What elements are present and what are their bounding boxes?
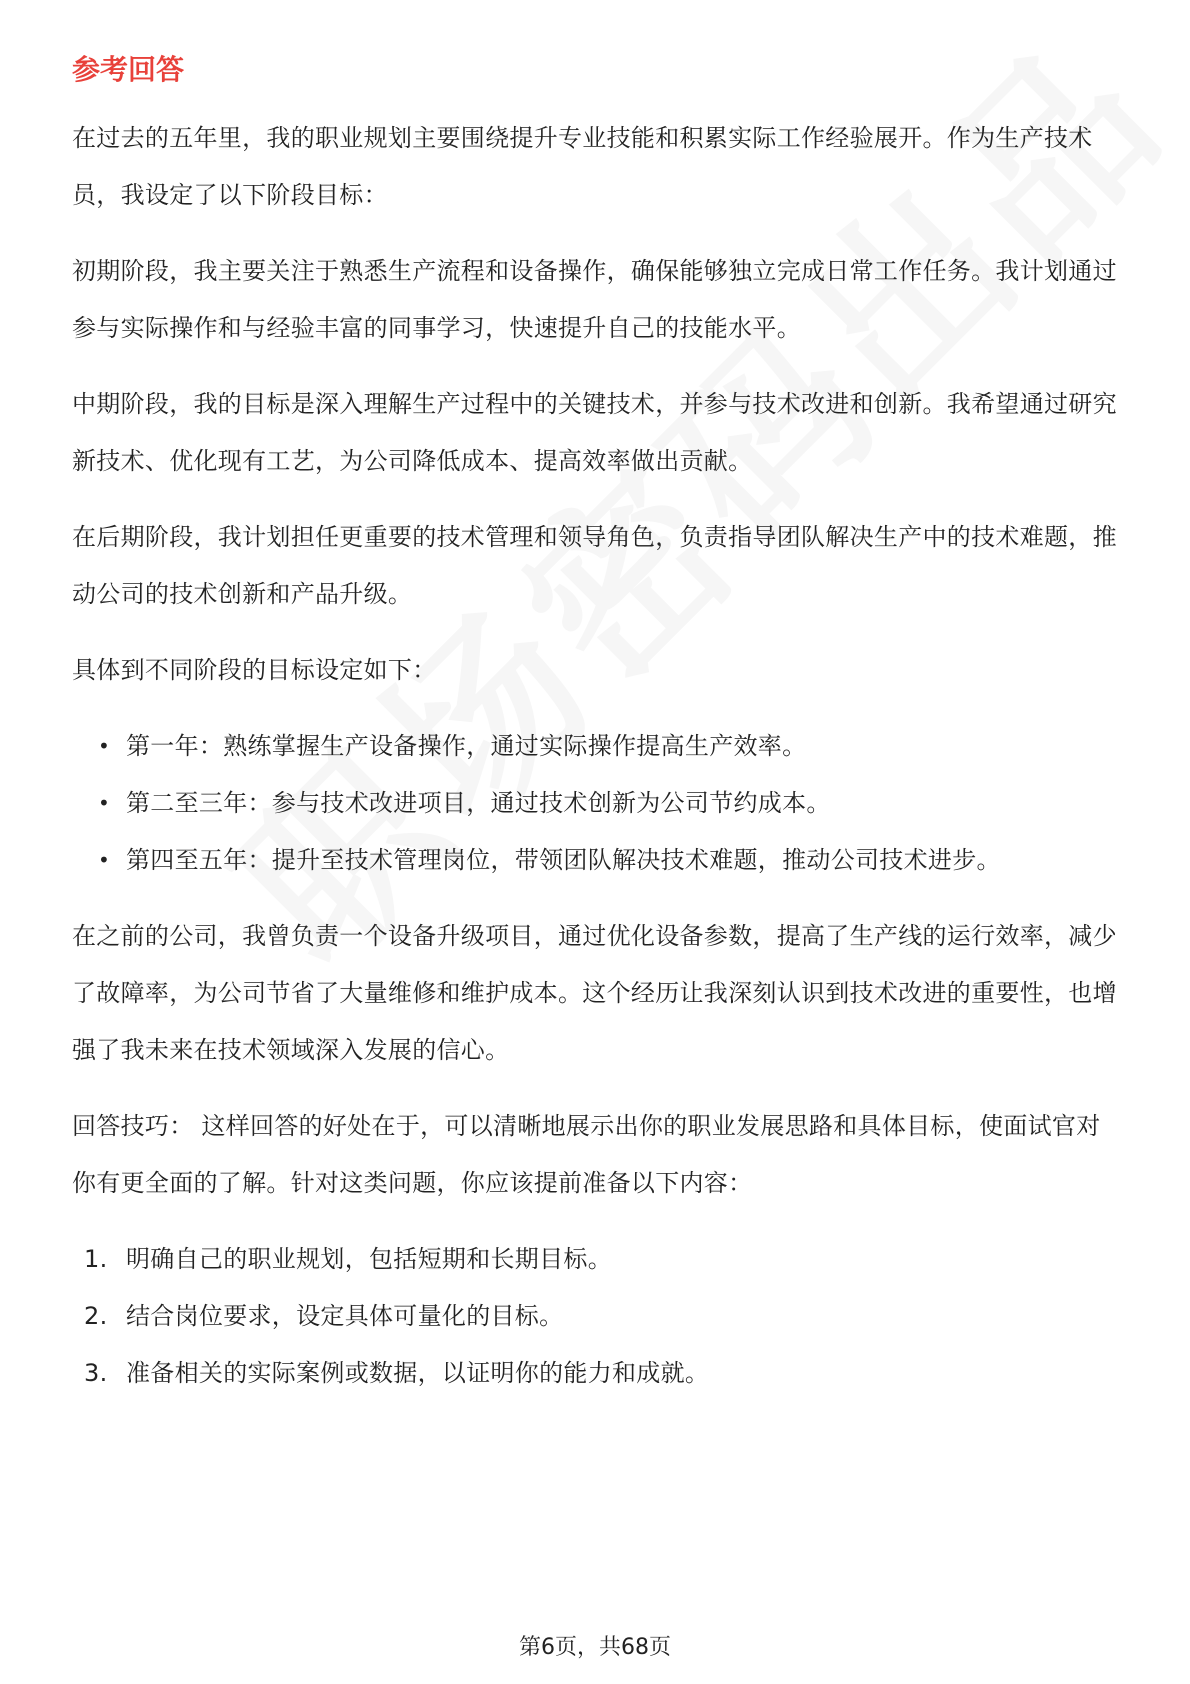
list-item-text: 准备相关的实际案例或数据，以证明你的能力和成就。 [126, 1359, 710, 1387]
list-item-text: 第二至三年：参与技术改进项目，通过技术创新为公司节约成本。 [126, 789, 831, 817]
list-item [72, 832, 1122, 889]
paragraph-tips: 回答技巧： 这样回答的好处在于，可以清晰地展示出你的职业发展思路和具体目标，使面试官对你有更全面的了解。针对这类问题，你应该提前准备以下内容： [72, 1112, 1101, 1197]
bullet-icon: • [98, 848, 111, 872]
paragraph-goals-intro: 具体到不同阶段的目标设定如下： [72, 656, 437, 684]
list-number: 2. [84, 1302, 108, 1330]
list-item-text: 明确自己的职业规划，包括短期和长期目标。 [126, 1245, 612, 1273]
list-item [72, 1345, 1122, 1402]
paragraph-late-stage: 在后期阶段，我计划担任更重要的技术管理和领导角色，负责指导团队解决生产中的技术难题，推动公司的技术创新和产品升级。 [72, 523, 1117, 608]
list-item-text: 结合岗位要求，设定具体可量化的目标。 [126, 1302, 564, 1330]
section-heading: 参考回答 [72, 53, 185, 86]
list-item [72, 1288, 1122, 1345]
list-item [72, 718, 1122, 775]
bullet-icon: • [98, 734, 111, 758]
page-number-footer: 第6页，共68页 [519, 1635, 671, 1660]
paragraph-experience: 在之前的公司，我曾负责一个设备升级项目，通过优化设备参数，提高了生产线的运行效率，减少了故障率，为公司节省了大量维修和维护成本。这个经历让我深刻认识到技术改进的重要性，也增强了我未来在技术领域深入发展的信心。 [72, 922, 1117, 1064]
list-item-text: 第一年：熟练掌握生产设备操作，通过实际操作提高生产效率。 [126, 732, 807, 760]
list-number: 3. [84, 1359, 108, 1387]
list-item [72, 775, 1122, 832]
paragraph-early-stage: 初期阶段，我主要关注于熟悉生产流程和设备操作，确保能够独立完成日常工作任务。我计划通过参与实际操作和与经验丰富的同事学习，快速提升自己的技能水平。 [72, 257, 1117, 342]
paragraph-mid-stage: 中期阶段，我的目标是深入理解生产过程中的关键技术，并参与技术改进和创新。我希望通过研究新技术、优化现有工艺，为公司降低成本、提高效率做出贡献。 [72, 390, 1117, 475]
list-item-text: 第四至五年：提升至技术管理岗位，带领团队解决技术难题，推动公司技术进步。 [126, 846, 1001, 874]
list-item [72, 1231, 1122, 1288]
paragraph-intro: 在过去的五年里，我的职业规划主要围绕提升专业技能和积累实际工作经验展开。作为生产技术员，我设定了以下阶段目标： [72, 124, 1093, 209]
document-page [72, 48, 1122, 1421]
preparation-numbered-list [72, 1231, 1122, 1402]
goal-bullet-list [72, 718, 1122, 889]
bullet-icon: • [98, 791, 111, 815]
list-number: 1. [84, 1245, 108, 1273]
